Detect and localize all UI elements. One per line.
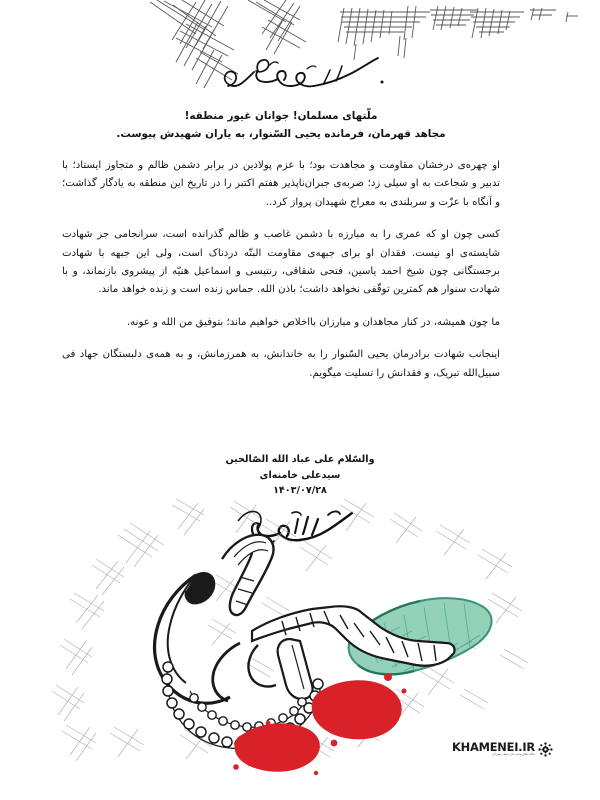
red-blood-splatter xyxy=(233,673,406,775)
logo-wordmark xyxy=(452,742,535,757)
signature-name: سیدعلی خامنه‌ای xyxy=(259,469,341,481)
salutation-line-2: مجاهد قهرمان، فرمانده یحیی السّنوار، به یاران شهیدش پیوست. xyxy=(116,127,446,140)
prayer-beads-tasbih xyxy=(162,662,323,749)
salutation-line-1: ملّتهای مسلمان! جوانان غیور منطقه! xyxy=(184,110,378,122)
logo-wordmark-text: KHAMENEI.IR xyxy=(452,740,535,754)
paragraph-4: اینجانب شهادت برادرمان یحیی السّنوار را به خاندانش، به همرزمانش، و به همه‌ی دلبستگان جهاد فی سبیل‌الله تبریک، و فقدانش را تسلیت میگویم. xyxy=(62,349,500,379)
letter-body xyxy=(62,108,500,397)
assault-rifle xyxy=(155,535,455,704)
paragraph-1: او چهره‌ی درخشان مقاومت و مجاهدت بود؛ با عزم پولادین در برابر دشمن ظالم و متجاوز ایستاد؛ با تدبیر و شجاعت به او سیلی زد؛ ضربه‌ی جبران‌ناپذیر هفتم اکتبر را در تاریخ این منطقه به یادگار گذاشت؛ و آنگاه با عزّت و سربلندی به معراج شهیدان پرواز کرد.. xyxy=(62,160,500,208)
signature-block xyxy=(0,452,600,499)
bismillah-calligraphy xyxy=(0,52,600,97)
handwritten-signature xyxy=(0,505,600,560)
salutation xyxy=(62,108,500,143)
paragraph-3: ما چون همیشه، در کنار مجاهدان و مبارزان بااخلاص خواهیم ماند؛ بتوفیق من الله و عونه. xyxy=(126,316,500,328)
signature-date: ۱۴۰۳/۰۷/۲۸ xyxy=(273,485,327,496)
paragraph-2: کسی چون او که عمری را به مبارزه با دشمن غاصب و ظالم گذرانده است، سرانجامی جز شهادت شایسته‌ی او نیست. فقدان او برای جبهه‌ی مقاومت البتّه دردناک است، ولی این جبهه با شهادت برجستگانی چون شیخ احمد یاسین، فتحی شقاقی، رنتیسی و اسماعیل هنیّه از پیشروی بازنماند، و با شهادت سنوار هم کمترین توقّفی نخواهد داشت؛ باذن الله. حماس زنده است و زنده خواهد ماند. xyxy=(62,229,500,296)
signature-closing: والسّلام علی عباد الله الصّالحین xyxy=(225,454,375,465)
logo-subtext: پایگاه اطلاع‌رسانی دفتر حفظ و نشر آثار xyxy=(492,753,535,757)
khamenei-ir-logo[interactable] xyxy=(452,742,553,757)
khamenei-gear-icon xyxy=(538,742,553,757)
green-keffiyeh xyxy=(349,598,492,674)
